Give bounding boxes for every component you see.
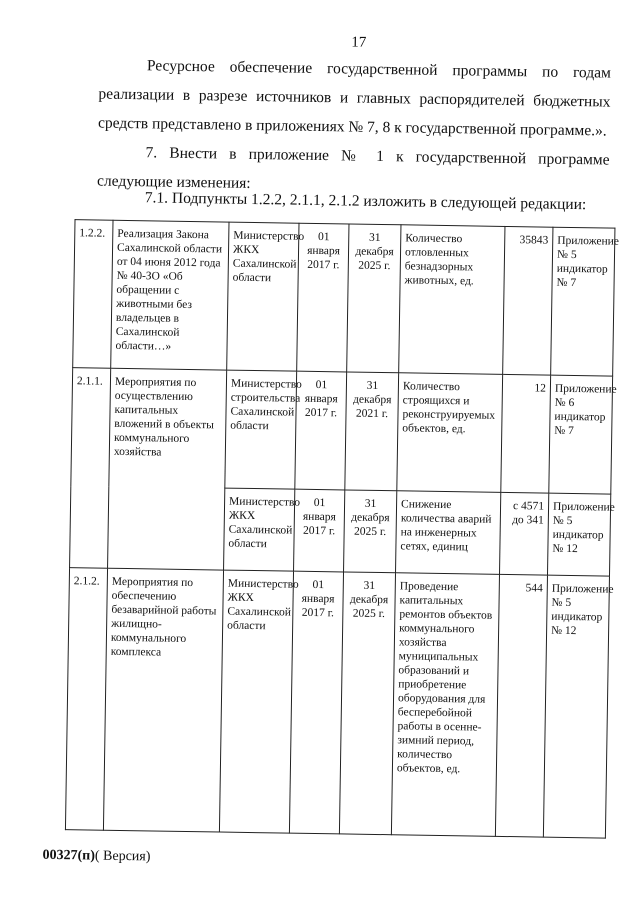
appendix-reference: Приложение № 5 индикатор № 12	[543, 575, 609, 838]
start-date: 01 января 2017 г.	[297, 223, 349, 372]
appendix-reference: Приложение № 6 индикатор № 7	[549, 375, 613, 494]
indicator-value: с 4571 до 341	[500, 492, 549, 575]
responsible-ministry: Министерство ЖКХ Сахалинской области	[224, 488, 295, 571]
appendix-reference: Приложение № 5 индикатор № 7	[551, 227, 615, 376]
measure-name: Мероприятия по обеспечению безаварийной работы жилищно-коммунального комплекса	[103, 568, 223, 832]
responsible-ministry: Министерство строительства Сахалинской области	[225, 370, 297, 489]
appendix-reference: Приложение № 5 индикатор № 12	[547, 493, 610, 576]
row-number: 2.1.1.	[70, 368, 111, 569]
table-row	[65, 568, 609, 838]
paragraph-amend-appendix: 7. Внести в приложение № 1 к государственной программе следующие изменения:	[96, 144, 610, 192]
indicator-value: 12	[501, 374, 551, 493]
end-date: 31 декабря 2025 г.	[347, 224, 401, 373]
paragraph-subclauses: 7.1. Подпункты 1.2.2, 2.1.1, 2.1.2 изложить в следующей редакции:	[144, 189, 587, 214]
indicator-description: Количество строящихся и реконструируемых объектов, ед.	[397, 373, 503, 493]
measures-table	[65, 219, 620, 838]
table-row	[71, 368, 613, 494]
end-date: 31 декабря 2025 г.	[339, 572, 395, 835]
table-row	[73, 220, 615, 376]
end-date: 31 декабря 2025 г.	[344, 490, 397, 573]
responsible-ministry: Министерство ЖКХ Сахалинской области	[227, 222, 299, 371]
start-date: 01 января 2017 г.	[294, 489, 345, 572]
indicator-description: Снижение количества аварий на инженерных сетях, единиц	[396, 491, 501, 575]
paragraph-resource-support: Ресурсное обеспечение государственной программы по годам реализации в разрезе источников и главных распорядителей бюджетных средств представлено в приложениях № 7, 8 к государственной программе.».	[97, 57, 612, 140]
measure-name: Мероприятия по осуществлению капитальных вложений в объекты коммунального хозяйства	[108, 368, 227, 570]
start-date: 01 января 2017 г.	[295, 371, 347, 490]
document-version: ( Версия)	[94, 848, 151, 865]
indicator-description: Проведение капитальных ремонтов объектов коммунального хозяйства муниципальных образований и приобретение оборудования для бесперебойной работы в осенне-зимний период, количество объектов, ед.	[391, 573, 499, 837]
measure-name: Реализация Закона Сахалинской области от 04 июня 2012 года № 40-ЗО «Об обращении с животными без владельцев в Сахалинской области…»	[111, 220, 229, 370]
start-date: 01 января 2017 г.	[289, 571, 343, 834]
indicator-value: 544	[495, 574, 547, 837]
row-number: 2.1.2.	[65, 568, 107, 831]
row-number: 1.2.2.	[73, 220, 113, 369]
responsible-ministry: Министерство ЖКХ Сахалинской области	[219, 570, 293, 833]
document-code: 00327(п)	[42, 847, 96, 864]
indicator-description: Количество отловленных безнадзорных животных, ед.	[399, 225, 505, 375]
indicator-value: 35843	[503, 226, 553, 375]
document-footer	[42, 848, 150, 866]
end-date: 31 декабря 2021 г.	[345, 372, 399, 491]
page-number: 17	[351, 34, 367, 51]
